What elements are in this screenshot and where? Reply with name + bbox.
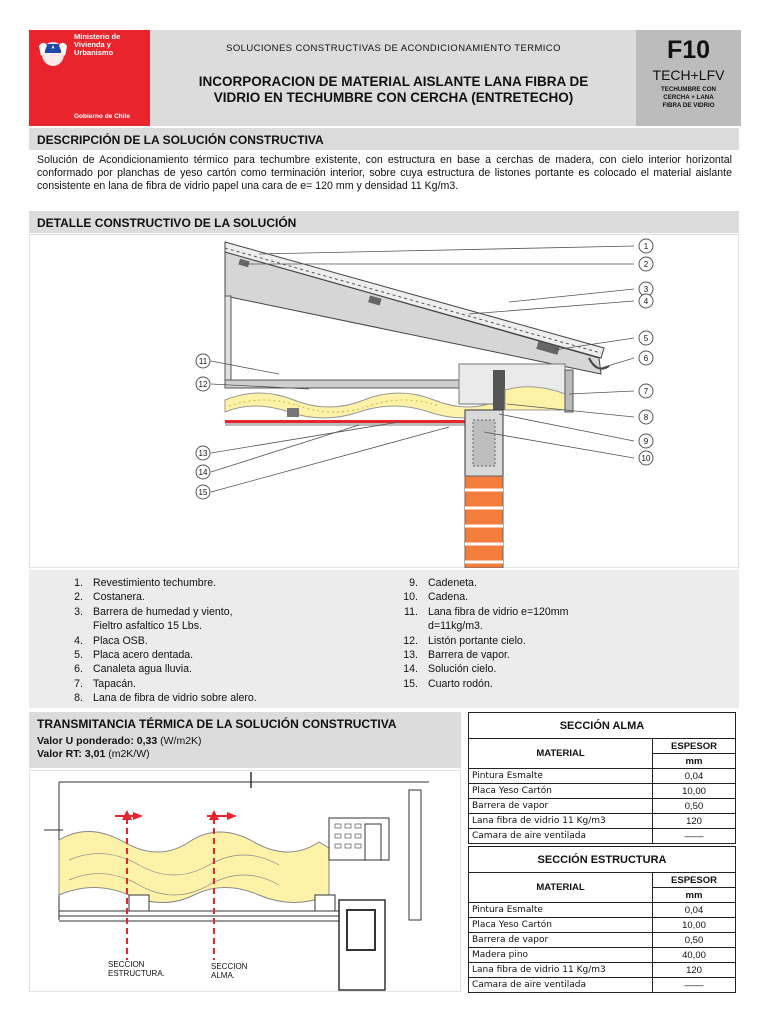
code-desc-line: CERCHA + LANA xyxy=(663,94,714,101)
material-name: Pintura Esmalte xyxy=(469,769,653,784)
glass-wool-insulation xyxy=(225,393,499,418)
brick-wall xyxy=(465,476,503,568)
code-desc-line: TECHUMBRE CON xyxy=(661,86,716,93)
legend-number: 11. xyxy=(404,605,418,618)
material-name: Pintura Esmalte xyxy=(469,903,653,918)
government-label: Gobierno de Chile xyxy=(74,113,130,120)
material-thickness: 10,00 xyxy=(653,918,736,933)
legend-item xyxy=(395,634,568,648)
transmittance-box xyxy=(29,712,461,768)
concrete-ring-beam xyxy=(339,900,385,990)
legend-right xyxy=(395,576,568,691)
table-row xyxy=(469,948,736,963)
document-title xyxy=(151,74,636,106)
legend-number: 4. xyxy=(74,634,83,647)
ceiling-batten xyxy=(129,895,149,911)
table-row xyxy=(469,799,736,814)
section-label-line: SECCION xyxy=(108,960,145,969)
table-row xyxy=(469,933,736,948)
material-name: Madera pino xyxy=(469,948,653,963)
legend-text: Lana de fibra de vidrio sobre alero. xyxy=(93,692,257,705)
table-title: SECCIÓN ALMA xyxy=(469,713,736,739)
legend-item xyxy=(395,576,568,590)
fascia-board xyxy=(565,370,573,412)
legend-text: Costanera. xyxy=(93,591,145,604)
material-name: Camara de aire ventilada xyxy=(469,978,653,993)
material-thickness: 0,50 xyxy=(653,933,736,948)
table-row xyxy=(469,769,736,784)
material-name: Camara de aire ventilada xyxy=(469,829,653,844)
legend-text: Canaleta agua lluvia. xyxy=(93,663,192,676)
table-section-estructura xyxy=(468,846,736,993)
solution-code-box xyxy=(636,30,741,126)
title-line: INCORPORACION DE MATERIAL AISLANTE LANA FIBRA DE xyxy=(198,74,589,89)
legend-text: Cadena. xyxy=(428,591,469,604)
legend-item xyxy=(60,677,257,691)
material-name: Lana fibra de vidrio 11 Kg/m3 xyxy=(469,963,653,978)
u-value: Valor U ponderado: 0,33 xyxy=(37,735,158,747)
callout-label: 15 xyxy=(198,488,208,497)
ministry-line: Urbanismo xyxy=(74,48,114,57)
rafter-end xyxy=(493,370,505,410)
section-structure-label xyxy=(108,960,165,978)
material-thickness: 40,00 xyxy=(653,948,736,963)
truss-strut xyxy=(225,296,231,388)
material-thickness: 120 xyxy=(653,963,736,978)
material-thickness: —— xyxy=(653,978,736,993)
legend-text: Solución cielo. xyxy=(428,663,497,676)
transmittance-heading: TRANSMITANCIA TÉRMICA DE LA SOLUCIÓN CONSTRUCTIVA xyxy=(37,717,397,731)
table-section-alma xyxy=(468,712,736,844)
legend-text: Barrera de humedad y viento, xyxy=(93,605,233,618)
legend-text: Barrera de vapor. xyxy=(428,649,510,662)
legend-item xyxy=(60,605,257,619)
table-row xyxy=(469,978,736,993)
legend-item xyxy=(395,590,568,604)
reinforcement-cage xyxy=(473,420,495,466)
legend-text-continued: Fieltro asfaltico 15 Lbs. xyxy=(93,620,202,633)
material-name: Placa Yeso Cartón xyxy=(469,918,653,933)
legend-number: 6. xyxy=(74,663,83,676)
legend-item xyxy=(395,662,568,676)
ceiling-batten xyxy=(315,895,335,911)
u-value-line xyxy=(37,735,202,747)
solution-code-sub: TECH+LFV xyxy=(652,67,725,83)
table-row xyxy=(469,918,736,933)
legend-item xyxy=(60,691,257,705)
section-label-line: ALMA. xyxy=(211,971,236,980)
legend-number: 10. xyxy=(403,591,418,604)
fascia-board xyxy=(409,790,421,920)
legend-number: 5. xyxy=(74,649,83,662)
callout-label: 4 xyxy=(643,297,649,306)
material-thickness: 0,04 xyxy=(653,769,736,784)
document-subtitle: SOLUCIONES CONSTRUCTIVAS DE ACONDICIONAMIENTO TERMICO xyxy=(226,43,561,54)
legend-number: 13. xyxy=(403,649,418,662)
section-label-line: ESTRUCTURA. xyxy=(108,969,165,978)
callout-label: 14 xyxy=(198,468,208,477)
description-heading: DESCRIPCIÓN DE LA SOLUCIÓN CONSTRUCTIVA xyxy=(29,128,739,150)
rafter-end xyxy=(365,824,381,860)
legend-number: 2. xyxy=(74,591,83,604)
rt-value-line xyxy=(37,748,150,760)
column-material: MATERIAL xyxy=(469,873,653,903)
callout-label: 8 xyxy=(643,413,649,422)
material-thickness: —— xyxy=(653,829,736,844)
document-header xyxy=(29,30,741,126)
ministry-line: Vivienda y xyxy=(74,40,111,49)
column-unit: mm xyxy=(653,888,736,903)
column-espesor: ESPESOR xyxy=(653,739,736,754)
callout-label: 10 xyxy=(641,454,651,463)
legend-left xyxy=(60,576,257,706)
legend-number: 9. xyxy=(409,577,418,589)
material-name: Barrera de vapor xyxy=(469,799,653,814)
legend-text: Revestimiento techumbre. xyxy=(93,577,217,589)
vapor-barrier xyxy=(225,420,469,423)
section-label-line: SECCION xyxy=(211,962,248,971)
ministry-name xyxy=(74,33,148,57)
title-line: VIDRIO EN TECHUMBRE CON CERCHA (ENTRETECHO) xyxy=(213,90,574,105)
legend-item xyxy=(60,576,257,590)
steel-plate-holes xyxy=(335,824,361,848)
legend-number: 7. xyxy=(74,677,83,690)
material-thickness: 0,50 xyxy=(653,799,736,814)
callout-label: 13 xyxy=(198,449,208,458)
callout-label: 12 xyxy=(198,380,208,389)
construction-detail-drawing xyxy=(29,234,739,568)
table-row xyxy=(469,963,736,978)
legend-item xyxy=(395,677,568,691)
solution-code-desc xyxy=(636,86,741,110)
legend-text: Cadeneta. xyxy=(428,577,477,589)
callout-label: 7 xyxy=(643,387,649,396)
legend-number: 1. xyxy=(74,577,83,589)
legend-text: Cuarto rodón. xyxy=(428,677,493,690)
material-name: Placa Yeso Cartón xyxy=(469,784,653,799)
callout-label: 9 xyxy=(643,437,649,446)
table-row xyxy=(469,814,736,829)
section-drawing xyxy=(29,770,461,992)
detail-heading: DETALLE CONSTRUCTIVO DE LA SOLUCIÓN xyxy=(29,211,739,233)
ministry-line: Ministerio de xyxy=(74,32,121,41)
u-unit: (W/m2K) xyxy=(160,735,202,747)
legend-text: Listón portante cielo. xyxy=(428,634,526,647)
material-thickness: 0,04 xyxy=(653,903,736,918)
material-name: Lana fibra de vidrio 11 Kg/m3 xyxy=(469,814,653,829)
description-text: Solución de Acondicionamiento térmico para techumbre existente, con estructura en base a cerchas de madera, con cielo interior horizontal conformado por planchas de yeso cartón como terminación interior, sobre cuya estructura de listones portante es colocado el material aislante consistente en lana de fibra de vidrio papel una cara de e= 120 mm y densidad 11 Kg/m3. xyxy=(37,154,732,193)
ceiling-batten xyxy=(287,408,299,417)
legend-item xyxy=(60,590,257,604)
coat-of-arms-icon xyxy=(35,36,71,68)
roof-truss-chord xyxy=(225,252,601,374)
material-name: Barrera de vapor xyxy=(469,933,653,948)
callout-label: 5 xyxy=(643,334,649,343)
callout-label: 1 xyxy=(643,242,649,251)
material-thickness: 120 xyxy=(653,814,736,829)
legend-text-continued: d=11kg/m3. xyxy=(428,620,483,633)
column-espesor: ESPESOR xyxy=(653,873,736,888)
section-alma-label xyxy=(211,962,247,980)
material-thickness: 10,00 xyxy=(653,784,736,799)
rt-value: Valor RT: 3,01 xyxy=(37,748,106,760)
legend-item xyxy=(60,662,257,676)
callout-label: 6 xyxy=(643,354,649,363)
code-desc-line: FIBRA DE VIDRIO xyxy=(662,102,715,109)
callout-label: 11 xyxy=(198,357,208,366)
table-row xyxy=(469,829,736,844)
rt-unit: (m2K/W) xyxy=(108,748,150,760)
column-material: MATERIAL xyxy=(469,739,653,769)
legend-item xyxy=(395,605,568,619)
callout-label: 2 xyxy=(643,260,649,269)
solution-code: F10 xyxy=(666,36,711,64)
ministry-logo xyxy=(29,30,150,126)
legend-number: 8. xyxy=(74,692,83,705)
legend-text: Placa OSB. xyxy=(93,634,148,647)
table-row xyxy=(469,903,736,918)
table-row xyxy=(469,784,736,799)
legend-number: 3. xyxy=(74,605,83,618)
legend-text: Lana fibra de vidrio e=120mm xyxy=(428,605,569,618)
legend-number: 14. xyxy=(403,663,418,676)
table-title: SECCIÓN ESTRUCTURA xyxy=(469,847,736,873)
legend-item xyxy=(60,634,257,648)
legend-number: 15. xyxy=(403,677,418,690)
ceiling-board xyxy=(225,423,469,426)
legend-number: 12. xyxy=(403,634,418,647)
column-unit: mm xyxy=(653,754,736,769)
legend-item xyxy=(395,648,568,662)
callout-label: 3 xyxy=(643,285,649,294)
legend-text: Placa acero dentada. xyxy=(93,649,194,662)
legend-item xyxy=(60,648,257,662)
legend-text: Tapacán. xyxy=(93,677,136,690)
